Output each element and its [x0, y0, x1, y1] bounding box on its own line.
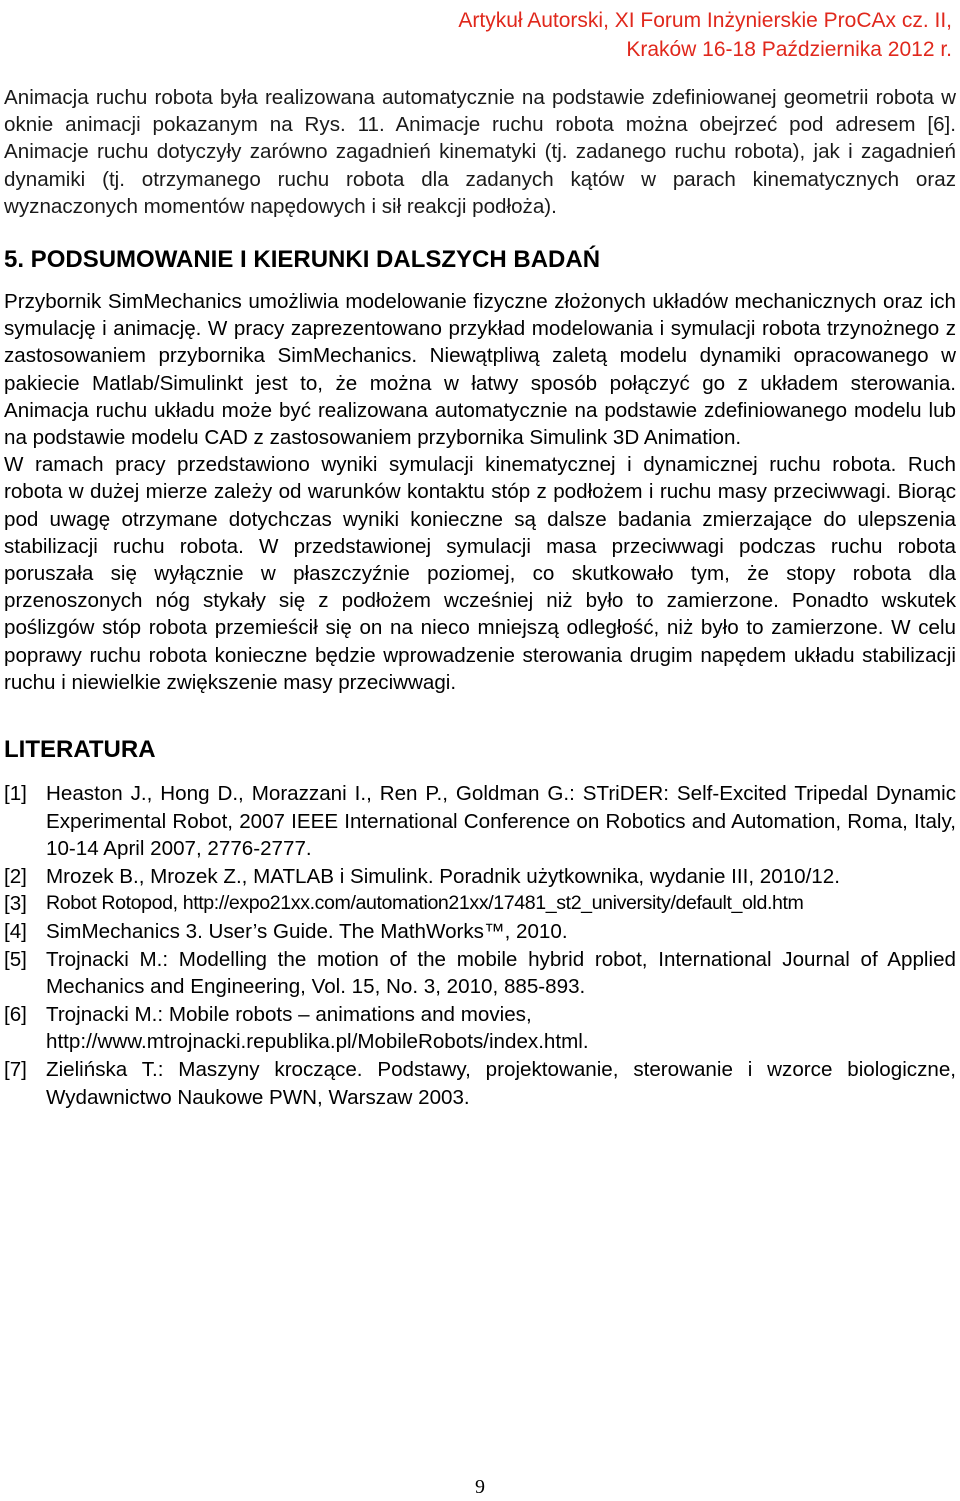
- page-number: 9: [475, 1476, 485, 1498]
- reference-item: [4, 890, 956, 918]
- section-title: 5. PODSUMOWANIE I KIERUNKI DALSZYCH BADAŃ: [4, 246, 601, 274]
- reference-number: [5]: [4, 947, 27, 971]
- reference-text: Robot Rotopod, http://expo21xx.com/automation21xx/17481_st2_university/default_old.htm: [46, 892, 804, 915]
- reference-number: [1]: [4, 782, 27, 806]
- reference-item: [4, 918, 956, 946]
- reference-text: [46, 1001, 956, 1056]
- summary-paragraph-1: Przybornik SimMechanics umożliwia modelowanie fizyczne złożonych układów mechanicznych oraz ich symulację i animację. W pracy zaprezentowano przykład modelowania i symulacji robota trzynożnego z zastosowaniem przybornika SimMechanics. Niewątpliwą zaletą modelu dynamiki opracowanego w pakiecie Matlab/Simulinkt jest to, że można w łatwy sposób połączyć go z układem sterowania. Animacja ruchu układu może być realizowana automatycznie na podstawie zdefiniowanego modelu lub na podstawie modelu CAD z zastosowaniem przybornika Simulink 3D Animation.: [4, 290, 956, 450]
- reference-item: [4, 946, 956, 1001]
- page-content: [4, 84, 956, 1111]
- reference-number: [2]: [4, 864, 27, 888]
- reference-number: [4]: [4, 920, 27, 944]
- page-header: [252, 6, 952, 64]
- reference-text: Zielińska T.: Maszyny kroczące. Podstawy, projektowanie, sterowanie i wzorce biologiczne, Wydawnictwo Naukowe PWN, Warszaw 2003.: [46, 1058, 956, 1109]
- reference-number: [6]: [4, 1002, 27, 1026]
- reference-url[interactable]: http://www.mtrojnacki.republika.pl/MobileRobots/index.html.: [46, 1030, 589, 1054]
- reference-item: [4, 1001, 956, 1056]
- reference-number: [3]: [4, 892, 27, 916]
- intro-paragraph: Animacja ruchu robota była realizowana automatycznie na podstawie zdefiniowanej geometrii robota w oknie animacji pokazanym na Rys. 11. Animacje ruchu robota można obejrzeć pod adresem [6]. Animacje ruchu dotyczyły zarówno zagadnień kinematyki (tj. zadanego ruchu robota), jak i zagadnień dynamiki (tj. otrzymanego ruchu robota dla zadanych kątów w parach kinematycznych oraz wyznaczonych momentów napędowych i sił reakcji podłoża).: [4, 86, 956, 218]
- section-body: [4, 288, 956, 696]
- reference-text: Heaston J., Hong D., Morazzani I., Ren P., Goldman G.: STriDER: Self-Excited Tripedal Dynamic Experimental Robot, 2007 IEEE International Conference on Robotics and Automation, Roma, Italy, 10-14 April 2007, 2776-2777.: [46, 782, 956, 861]
- reference-text-line: Trojnacki M.: Mobile robots – animations and movies,: [46, 1002, 532, 1026]
- reference-list: [4, 780, 956, 1111]
- reference-text: Mrozek B., Mrozek Z., MATLAB i Simulink. Poradnik użytkownika, wydanie III, 2010/12.: [46, 864, 840, 888]
- reference-number: [7]: [4, 1058, 27, 1081]
- summary-paragraph-2: W ramach pracy przedstawiono wyniki symulacji kinematycznej i dynamicznej ruchu robota. Ruch robota w dużej mierze zależy od warunków kontaktu stóp z podłożem i ruchu masy przeciwwagi. Biorąc pod uwagę otrzymane dotychczas wyniki konieczne są dalsze badania zmierzające do ulepszenia stabilizacji ruchu robota. W przedstawionej symulacji masa przeciwwagi podczas ruchu robota poruszała się wyłącznie w płaszczyźnie poziomej, co skutkowało tym, że stopy robota dla przenoszonych nóg stykały się z podłożem wcześniej niż było to zamierzone. Ponadto wskutek poślizgów stóp robota przemieścił się on na nieco mniejszą odległość, niż było to zamierzone. W celu poprawy ruchu robota konieczne będzie wprowadzenie sterowania drugim napędem układu stabilizacji ruchu i niewielkie zwiększenie masy przeciwwagi.: [4, 453, 956, 694]
- reference-text: Trojnacki M.: Modelling the motion of the mobile hybrid robot, International Journal of Applied Mechanics and Engineering, Vol. 15, No. 3, 2010, 885-893.: [46, 947, 956, 999]
- reference-item: [4, 863, 956, 891]
- reference-text: SimMechanics 3. User’s Guide. The MathWorks™, 2010.: [46, 920, 568, 944]
- reference-item: [4, 1056, 956, 1111]
- header-line-2: Kraków 16-18 Października 2012 r.: [626, 38, 952, 61]
- reference-item: [4, 780, 956, 863]
- header-line-1: Artykuł Autorski, XI Forum Inżynierskie ProCAx cz. II,: [458, 9, 952, 32]
- literature-title: LITERATURA: [4, 736, 156, 764]
